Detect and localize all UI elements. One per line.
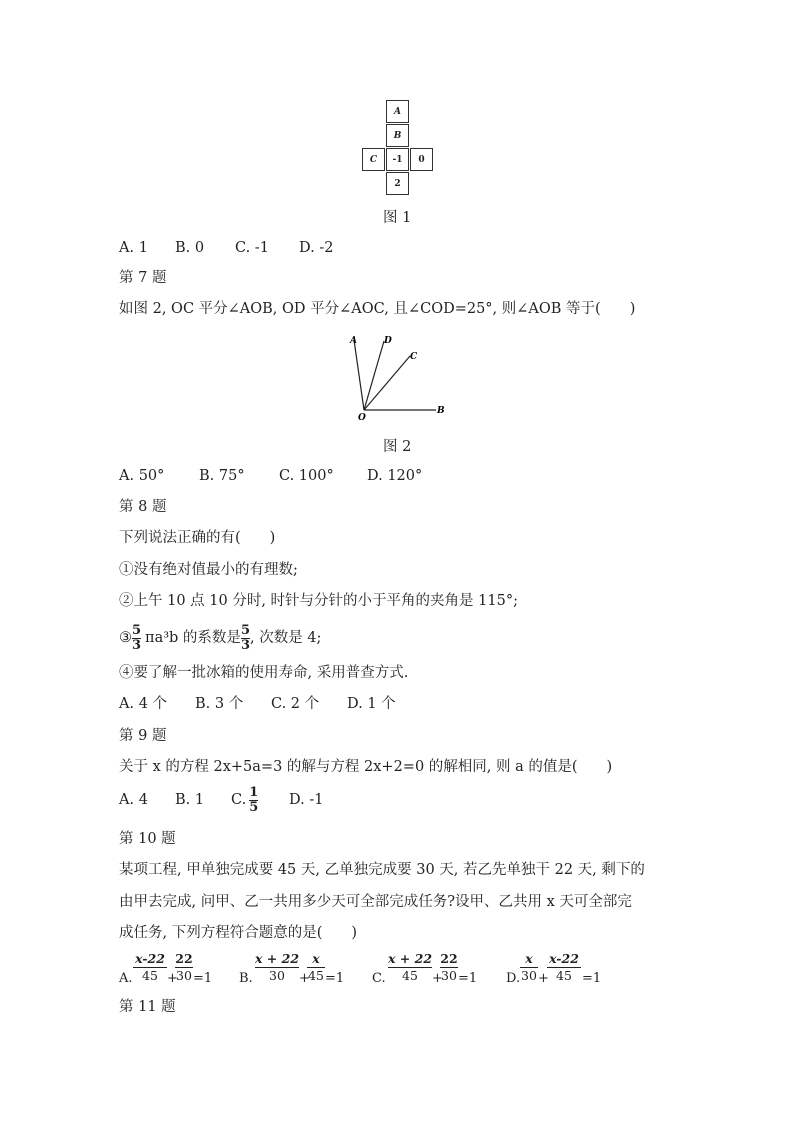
q8-s3-marker: ③ [119,630,132,646]
q7-option-b: B. 75° [199,468,245,484]
q8-s3-fraction-2-num: 5 [240,622,250,638]
q9-option-c-den: 5 [249,799,259,815]
q10-option-d-rhs: =1 [582,971,602,986]
q8-statement-3 [119,622,321,654]
q9-option-c [231,783,289,817]
q10-option-c-frac-2-num: 22 [440,951,458,966]
net-cell-a [386,100,409,123]
net-cell-zero [410,148,433,171]
q10-option-b-frac-1 [255,951,299,984]
q8-option-c: C. 2 个 [271,696,320,712]
q10-option-a-frac-2 [175,951,193,984]
q9-option-c-label: C. [231,792,247,808]
q7-options [119,466,422,486]
q10-option-d-op: + [538,971,549,986]
net-cell-minus1 [386,148,409,171]
q9-option-b: B. 1 [175,792,205,808]
q8-s3-fraction-2 [241,624,250,653]
q8-option-a: A. 4 个 [119,696,168,712]
q10-option-a-frac-1-num: x-22 [135,951,165,966]
q10-option-b-label: B. [239,971,253,986]
q8-statement-2: ②上午 10 点 10 分时, 时针与分针的小于平角的夹角是 115°; [119,593,518,609]
q7-option-c: C. 100° [279,468,334,484]
net-cell-b [386,124,409,147]
q10-option-c-rhs: =1 [458,971,478,986]
net-cell-c [362,148,385,171]
net-cell-b-label: B [393,130,402,141]
q10-option-c-op: + [432,971,443,986]
q8-s3-fraction-1-den: 3 [132,637,142,653]
q11-heading: 第 11 题 [119,999,176,1015]
q6-option-d: D. -2 [299,240,334,256]
q10-option-a-frac-1-den: 45 [133,967,167,984]
q10-option-d-label: D. [506,971,521,986]
net-cell-minus1-label: -1 [392,154,403,165]
q10-option-c-frac-2 [440,951,458,984]
ray-od [364,341,384,410]
q7-option-a: A. 50° [119,468,165,484]
q9-options [119,783,323,817]
q8-option-b: B. 3 个 [195,696,244,712]
label-b: B [437,406,445,416]
label-c: C [410,352,418,362]
q10-option-d-frac-1 [520,951,538,984]
net-cell-zero-label: 0 [418,154,425,165]
q8-s3-middle: πa³b 的系数是 [145,630,241,646]
q10-option-b-frac-2-num: x [312,951,320,966]
q6-option-a: A. 1 [119,240,148,256]
q6-options [119,238,333,258]
q7-heading: 第 7 题 [119,270,167,286]
q10-option-c-frac-1-den: 45 [388,967,432,984]
q10-option-c-frac-1-num: x + 22 [388,951,433,966]
q10-option-d-frac-2 [547,951,581,984]
q8-s3-fraction-2-den: 3 [240,637,250,653]
q6-option-b: B. 0 [175,240,205,256]
q10-option-b-frac-2-den: 45 [308,968,324,983]
net-cell-two [386,172,409,195]
label-d: D [384,336,392,346]
q10-option-a-rhs: =1 [193,971,213,986]
q10-option-b-op: + [299,971,310,986]
q6-option-c: C. -1 [235,240,269,256]
q7-stem: 如图 2, OC 平分∠AOB, OD 平分∠AOC, 且∠COD=25°, 则∠AOB 等于( ) [119,301,636,317]
q8-option-d: D. 1 个 [347,696,396,712]
figure-1-caption: 图 1 [383,210,412,226]
label-a: A [350,336,357,346]
figure-2-caption: 图 2 [383,439,412,455]
q8-options [119,694,396,714]
q8-heading: 第 8 题 [119,499,167,515]
q10-option-a-frac-2-den: 30 [176,968,192,983]
q10-option-b-rhs: =1 [325,971,345,986]
net-cell-two-label: 2 [394,178,401,189]
q10-option-d-frac-2-den: 45 [547,967,581,984]
q10-option-a-op: + [167,971,178,986]
figure-2-angle-diagram [342,332,452,424]
net-cell-a-label: A [394,106,401,117]
figure-1-cube-net [362,98,438,198]
q10-option-a-frac-2-num: 22 [175,951,193,966]
q8-stem: 下列说法正确的有( ) [119,530,276,546]
label-o: O [358,413,366,423]
q10-stem-line-3: 成任务, 下列方程符合题意的是( ) [119,925,358,941]
q10-heading: 第 10 题 [119,831,176,847]
q10-stem-line-2: 由甲去完成, 问甲、乙一共用多少天可全部完成任务?设甲、乙共用 x 天可全部完 [119,894,632,910]
q9-option-d: D. -1 [289,792,324,808]
q8-s3-fraction-1-num: 5 [132,622,142,638]
q10-option-b-frac-1-den: 30 [255,967,299,984]
q8-statement-1: ①没有绝对值最小的有理数; [119,562,298,578]
q7-option-d: D. 120° [367,468,423,484]
q9-stem: 关于 x 的方程 2x+5a=3 的解与方程 2x+2=0 的解相同, 则 a 的值是( ) [119,759,613,775]
q10-option-a-label: A. [119,971,133,986]
q9-option-c-fraction [249,786,258,815]
ray-oc [364,356,410,410]
q10-option-b-frac-2 [307,951,325,984]
q10-option-c-frac-2-den: 30 [441,968,457,983]
q9-option-a: A. 4 [119,792,148,808]
q8-s3-post: , 次数是 4; [249,630,322,646]
q10-option-c-label: C. [372,971,386,986]
net-cell-c-label: C [369,154,378,165]
q10-option-c-frac-1 [388,951,432,984]
ray-oa [354,340,364,410]
q9-heading: 第 9 题 [119,728,167,744]
q10-options [119,951,679,991]
q8-statement-4: ④要了解一批冰箱的使用寿命, 采用普查方式. [119,665,409,681]
q9-option-c-num: 1 [249,784,259,800]
q10-option-d-frac-1-den: 30 [521,968,537,983]
q10-option-a-frac-1 [133,951,167,984]
q10-option-d-frac-1-num: x [525,951,533,966]
q10-option-b-frac-1-num: x + 22 [255,951,300,966]
q10-stem-line-1: 某项工程, 甲单独完成要 45 天, 乙单独完成要 30 天, 若乙先单独干 22 天, 剩下的 [119,862,645,878]
q8-s3-fraction-1 [132,624,141,653]
q10-option-d-frac-2-num: x-22 [549,951,579,966]
